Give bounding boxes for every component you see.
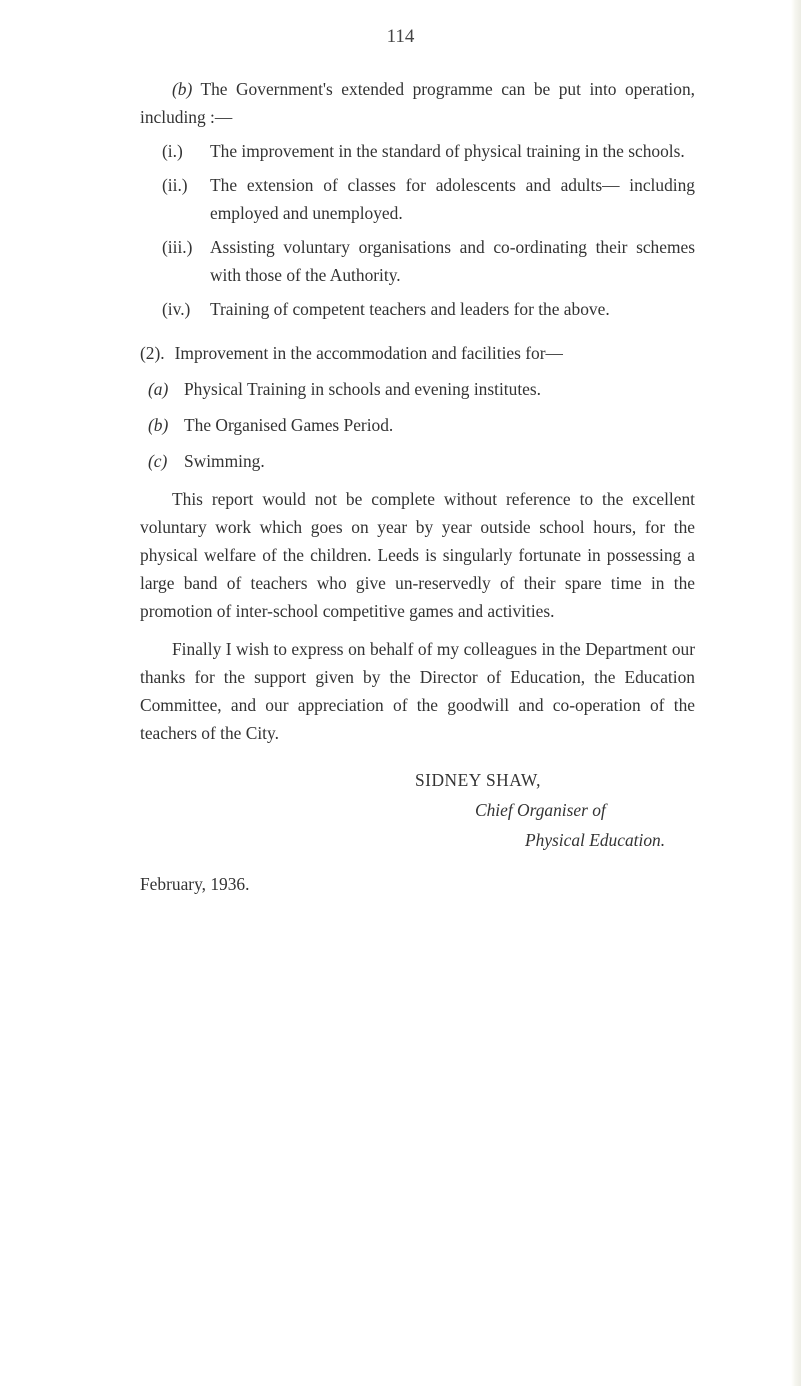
list-marker: (iv.): [162, 299, 191, 319]
intro-label: (b): [172, 79, 193, 99]
section-2-heading: [140, 339, 695, 367]
list-item-c: [140, 447, 695, 475]
list-item-iii: [140, 233, 695, 289]
list-marker: (ii.): [162, 175, 188, 195]
list-text: Physical Training in schools and evening institutes.: [184, 379, 541, 399]
list-text: The Organised Games Period.: [184, 415, 394, 435]
list-marker: (i.): [162, 141, 183, 161]
intro-paragraph: [140, 75, 695, 131]
page-edge-shadow: [791, 0, 801, 1386]
voluntary-work-paragraph: This report would not be complete without reference to the excellent voluntary work which goes on year by year outside school hours, for the physical welfare of the children. Leeds is singularly fortunate in possessing a large band of teachers who give un-reservedly of their spare time in the promotion of inter-school competitive games and activities.: [140, 489, 695, 621]
list-marker: (b): [148, 415, 169, 435]
body-text: [140, 75, 695, 747]
page-number: 114: [386, 26, 415, 47]
signatory-title-line2: Physical Education.: [525, 830, 666, 850]
signatory-title-line1: Chief Organiser of: [475, 800, 606, 820]
list-text: The improvement in the standard of physical training in the schools.: [210, 141, 685, 161]
list-item-a: [140, 375, 695, 403]
list-item-ii: [140, 171, 695, 227]
list-text: Training of competent teachers and leaders for the above.: [210, 299, 610, 319]
signature-block: [140, 765, 695, 855]
signatory-name: SIDNEY SHAW,: [415, 770, 542, 790]
list-text: Swimming.: [184, 451, 265, 471]
list-item-b: [140, 411, 695, 439]
intro-text: The Government's extended programme can be put into operation, including :—: [140, 79, 696, 127]
list-marker: (a): [148, 379, 169, 399]
list-text: Assisting voluntary organisations and co-ordinating their schemes with those of the Authority.: [210, 237, 695, 285]
section-number: (2).: [140, 343, 165, 363]
list-item-iv: [140, 295, 695, 323]
report-date: February, 1936.: [140, 874, 250, 894]
list-item-i: [140, 137, 695, 165]
list-marker: (iii.): [162, 237, 193, 257]
closing-paragraph: Finally I wish to express on behalf of my colleagues in the Department our thanks for the support given by the Director of Education, the Education Committee, and our appreciation of the goodwill and co-operation of the teachers of the City.: [140, 639, 695, 743]
section-heading-text: Improvement in the accommodation and facilities for—: [174, 343, 563, 363]
list-text: The extension of classes for adolescents and adults— including employed and unemployed.: [210, 175, 695, 223]
list-marker: (c): [148, 451, 168, 471]
